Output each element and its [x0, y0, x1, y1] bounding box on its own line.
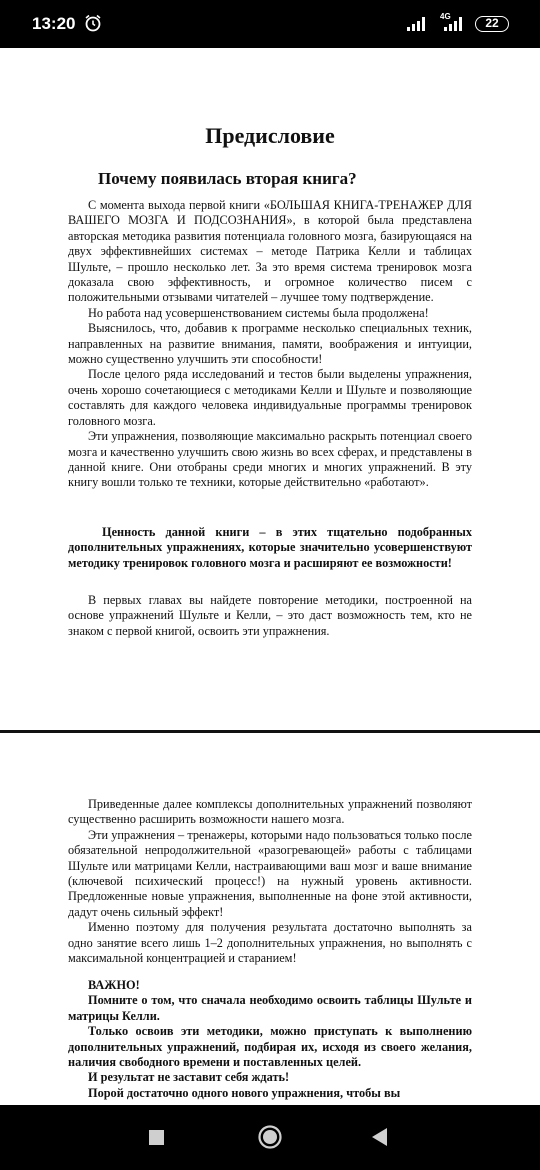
- document-page-2: [0, 733, 540, 1105]
- page2-text: [68, 797, 472, 966]
- bold-paragraph: Помните о том, что сначала необходимо освоить таблицы Шульте и матрицы Келли.: [68, 993, 472, 1023]
- network-type: 4G: [440, 12, 451, 21]
- status-bar: [0, 0, 540, 48]
- back-icon[interactable]: [340, 1105, 420, 1170]
- paragraph: С момента выхода первой книги «БОЛЬШАЯ КНИГА-ТРЕНАЖЕР ДЛЯ ВАШЕГО МОЗГА И ПОДСОЗНАНИЯ», в которой была представлена авторская методика развития потенциала головного мозга, базирующаяся на двух эффективнейших системах – методе Патрика Келли и таблицах Шульте, – прошло несколько лет. За это время система тренировок мозга доказала свою эффективность, и огромное количество писем с положительными отзывами читателей – лучшее тому подтверждение.: [68, 198, 472, 305]
- bold-paragraph: ВАЖНО!: [88, 978, 140, 992]
- status-time: 13:20: [32, 14, 76, 33]
- bold-paragraph: Порой достаточно одного нового упражнения, чтобы вы: [88, 1085, 401, 1100]
- bold-paragraph: Только освоив эти методики, можно приступать к выполнению дополнительных упражнений, подбирая их, исходя из своего желания, наличия свободного времени и поставленных целей.: [68, 1024, 472, 1070]
- paragraph: В первых главах вы найдете повторение методики, построенной на основе упражнений Шульте и Келли, – это даст возможность тем, кто не знаком с первой книгой, освоить эти упражнения.: [68, 593, 472, 638]
- navigation-bar: [0, 1105, 540, 1170]
- paragraph: Эти упражнения – тренажеры, которыми надо пользоваться только после обязательной непродолжительной «разогревающей» работы с таблицами Шульте или матрицами Келли, настраивающими ваш мозг и ваше внимание (ключевой психический процесс!) на нужный уровень активности. Предложенные новые упражнения, выполненные на фоне этой активности, дадут очень сильный эффект!: [68, 827, 472, 919]
- battery-icon: 22: [475, 16, 509, 32]
- paragraph: После целого ряда исследований и тестов были выделены упражнения, очень хорошо сочетающиеся с методиками Келли и Шульте и позволяющие составлять для каждого человека индивидуальные программы тренировок головного мозга.: [68, 367, 472, 428]
- section-heading: Почему появилась вторая книга?: [98, 169, 357, 188]
- signal-icon: [407, 17, 429, 31]
- intro-text: [68, 198, 472, 491]
- page-title: Предисловие: [205, 123, 335, 148]
- home-icon[interactable]: [230, 1105, 310, 1170]
- document-page-1: [0, 48, 540, 730]
- paragraph: Приведенные далее комплексы дополнительных упражнений позволяют существенно расширить возможности нашего мозга.: [68, 797, 472, 827]
- important-block: [68, 978, 472, 1101]
- highlight-block: [68, 525, 472, 571]
- paragraph: Но работа над усовершенствованием системы была продолжена!: [88, 305, 429, 320]
- alarm-icon: [84, 14, 102, 32]
- recent-apps-icon[interactable]: [118, 1105, 198, 1170]
- closing-text: [68, 593, 472, 639]
- bold-paragraph: И результат не заставит себя ждать!: [88, 1070, 290, 1085]
- signal-icon-secondary: [444, 17, 466, 31]
- paragraph: Именно поэтому для получения результата достаточно выполнять за одно занятие всего лишь 1–2 дополнительных упражнения, но выполнять с максимальной концентрацией и старанием!: [68, 920, 472, 966]
- paragraph: Выяснилось, что, добавив к программе несколько специальных техник, направленных на развитие внимания, памяти, воображения и интуиции, можно существенно улучшить эти способности!: [68, 321, 472, 367]
- paragraph: Эти упражнения, позволяющие максимально раскрыть потенциал своего мозга и качественно улучшить свою жизнь во всех сферах, и представлены в данной книге. Они отобраны среди многих и многих упражнений. В эту книгу вошли только те техники, которые действительно «работают».: [68, 429, 472, 490]
- highlight-paragraph: Ценность данной книги – в этих тщательно подобранных дополнительных упражнениях, которые значительно усовершенствуют методику тренировок головного мозга и расширяют ее возможности!: [68, 525, 472, 570]
